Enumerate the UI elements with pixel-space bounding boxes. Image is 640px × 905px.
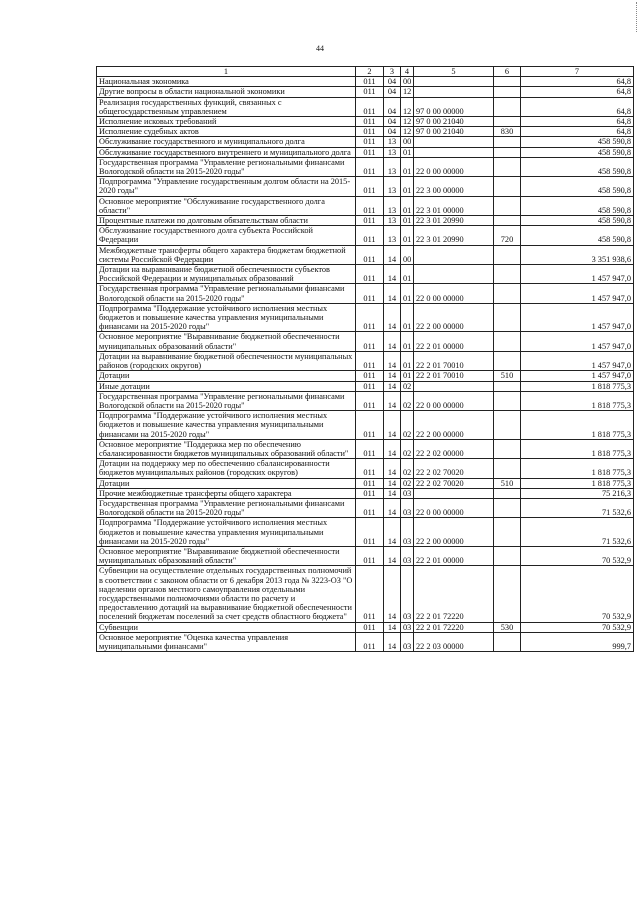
row-subsection: 01: [401, 177, 414, 196]
row-target-article: 22 0 00 00000: [414, 391, 494, 410]
row-expense-type: 510: [494, 478, 521, 488]
table-row: [97, 478, 634, 488]
row-admin-code: 011: [356, 97, 384, 116]
row-admin-code: 011: [356, 371, 384, 381]
table-row: [97, 391, 634, 410]
row-subsection: 01: [401, 226, 414, 245]
row-amount: 1 457 947,0: [521, 265, 634, 284]
table-row: [97, 157, 634, 176]
row-name: Основное мероприятие "Оценка качества управления муниципальными финансами": [97, 632, 356, 651]
row-name: Государственная программа "Управление региональными финансами Вологодской области на 2015-2020 годы": [97, 391, 356, 410]
row-subsection: 00: [401, 245, 414, 264]
row-admin-code: 011: [356, 459, 384, 478]
row-section: 13: [384, 147, 401, 157]
row-amount: 458 590,8: [521, 216, 634, 226]
row-expense-type: [494, 498, 521, 517]
row-subsection: 01: [401, 265, 414, 284]
row-section: 14: [384, 381, 401, 391]
row-expense-type: [494, 245, 521, 264]
row-target-article: 22 2 02 70020: [414, 459, 494, 478]
row-subsection: 00: [401, 77, 414, 87]
row-section: 14: [384, 265, 401, 284]
row-target-article: 22 3 01 20990: [414, 226, 494, 245]
table-row: [97, 488, 634, 498]
table-row: [97, 632, 634, 651]
table-row: [97, 147, 634, 157]
table-row: [97, 566, 634, 622]
row-target-article: [414, 137, 494, 147]
table-row: [97, 381, 634, 391]
row-expense-type: 510: [494, 371, 521, 381]
row-admin-code: 011: [356, 411, 384, 440]
row-target-article: 22 0 00 00000: [414, 157, 494, 176]
table-row: [97, 216, 634, 226]
row-name: Прочие межбюджетные трансферты общего характера: [97, 488, 356, 498]
row-name: Подпрограмма "Управление государственным долгом области на 2015-2020 годы": [97, 177, 356, 196]
row-admin-code: 011: [356, 381, 384, 391]
row-expense-type: [494, 196, 521, 215]
row-name: Другие вопросы в области национальной экономики: [97, 87, 356, 97]
row-subsection: 12: [401, 127, 414, 137]
table-row: [97, 77, 634, 87]
row-expense-type: [494, 439, 521, 458]
row-admin-code: 011: [356, 332, 384, 351]
row-amount: 458 590,8: [521, 147, 634, 157]
row-admin-code: 011: [356, 245, 384, 264]
row-name: Подпрограмма "Поддержание устойчивого исполнения местных бюджетов и повышение качества управления муниципальными финансами на 2015-2020 годы": [97, 518, 356, 547]
row-expense-type: 530: [494, 622, 521, 632]
row-admin-code: 011: [356, 157, 384, 176]
row-name: Субвенции на осуществление отдельных государственных полномочий в соответствии с законом области от 6 декабря 2013 года № 3223-ОЗ "О наделении органов местного самоуправления отдельными государственными полномочиями области по расчету и предоставлению дотаций на выравнивание бюджетной обеспеченности поселений бюджетам поселений за счет средств областного бюджета": [97, 566, 356, 622]
row-subsection: 01: [401, 147, 414, 157]
row-subsection: 01: [401, 216, 414, 226]
row-name: Основное мероприятие "Выравнивание бюджетной обеспеченности муниципальных образований области": [97, 332, 356, 351]
row-expense-type: [494, 381, 521, 391]
row-target-article: 22 3 01 20990: [414, 216, 494, 226]
row-target-article: 22 2 00 00000: [414, 518, 494, 547]
table-row: [97, 546, 634, 565]
row-section: 04: [384, 87, 401, 97]
row-admin-code: 011: [356, 632, 384, 651]
row-name: Субвенции: [97, 622, 356, 632]
row-amount: 1 818 775,3: [521, 411, 634, 440]
header-col-1: 1: [97, 67, 356, 77]
row-admin-code: 011: [356, 196, 384, 215]
row-admin-code: 011: [356, 265, 384, 284]
row-subsection: 02: [401, 439, 414, 458]
table-row: [97, 303, 634, 332]
row-admin-code: 011: [356, 478, 384, 488]
row-admin-code: 011: [356, 117, 384, 127]
row-amount: 64,8: [521, 117, 634, 127]
table-row: [97, 137, 634, 147]
row-expense-type: [494, 87, 521, 97]
row-amount: 458 590,8: [521, 157, 634, 176]
row-expense-type: [494, 546, 521, 565]
row-amount: 1 457 947,0: [521, 303, 634, 332]
row-admin-code: 011: [356, 391, 384, 410]
table-row: [97, 351, 634, 370]
row-name: Реализация государственных функций, связанных с общегосударственным управлением: [97, 97, 356, 116]
row-name: Дотации на выравнивание бюджетной обеспеченности муниципальных районов (городских округов): [97, 351, 356, 370]
row-name: Основное мероприятие "Поддержка мер по обеспечению сбалансированности бюджетов муниципальных образований области": [97, 439, 356, 458]
row-name: Государственная программа "Управление региональными финансами Вологодской области на 2015-2020 годы": [97, 498, 356, 517]
row-expense-type: [494, 632, 521, 651]
table-body: [97, 77, 634, 652]
row-subsection: 03: [401, 566, 414, 622]
row-target-article: 22 2 00 00000: [414, 303, 494, 332]
row-section: 14: [384, 632, 401, 651]
row-amount: 1 818 775,3: [521, 478, 634, 488]
row-subsection: 03: [401, 498, 414, 517]
row-section: 13: [384, 137, 401, 147]
row-section: 14: [384, 478, 401, 488]
row-amount: 75 216,3: [521, 488, 634, 498]
row-amount: 1 818 775,3: [521, 459, 634, 478]
row-admin-code: 011: [356, 566, 384, 622]
row-expense-type: [494, 147, 521, 157]
row-subsection: 03: [401, 546, 414, 565]
row-subsection: 01: [401, 303, 414, 332]
row-amount: 1 457 947,0: [521, 371, 634, 381]
row-expense-type: 720: [494, 226, 521, 245]
row-expense-type: [494, 177, 521, 196]
row-section: 14: [384, 459, 401, 478]
row-name: Дотации на выравнивание бюджетной обеспеченности субъектов Российской Федерации и муниципальных образований: [97, 265, 356, 284]
row-target-article: [414, 77, 494, 87]
row-subsection: 03: [401, 632, 414, 651]
row-section: 14: [384, 371, 401, 381]
row-target-article: [414, 488, 494, 498]
row-name: Исполнение исковых требований: [97, 117, 356, 127]
row-admin-code: 011: [356, 137, 384, 147]
row-target-article: 22 0 00 00000: [414, 284, 494, 303]
row-name: Обслуживание государственного и муниципального долга: [97, 137, 356, 147]
row-amount: 64,8: [521, 77, 634, 87]
row-section: 14: [384, 622, 401, 632]
row-admin-code: 011: [356, 622, 384, 632]
row-subsection: 12: [401, 97, 414, 116]
row-target-article: 97 0 00 21040: [414, 127, 494, 137]
row-name: Основное мероприятие "Выравнивание бюджетной обеспеченности муниципальных образований области": [97, 546, 356, 565]
row-subsection: 01: [401, 371, 414, 381]
table-row: [97, 117, 634, 127]
row-subsection: 03: [401, 518, 414, 547]
row-name: Процентные платежи по долговым обязательствам области: [97, 216, 356, 226]
row-section: 13: [384, 157, 401, 176]
row-admin-code: 011: [356, 87, 384, 97]
table-row: [97, 284, 634, 303]
row-subsection: 01: [401, 196, 414, 215]
row-admin-code: 011: [356, 439, 384, 458]
row-target-article: 22 3 00 00000: [414, 177, 494, 196]
row-name: Дотации: [97, 371, 356, 381]
row-admin-code: 011: [356, 77, 384, 87]
row-expense-type: [494, 303, 521, 332]
row-amount: 70 532,9: [521, 546, 634, 565]
row-name: Национальная экономика: [97, 77, 356, 87]
row-amount: 458 590,8: [521, 177, 634, 196]
row-admin-code: 011: [356, 284, 384, 303]
row-target-article: [414, 245, 494, 264]
row-amount: 458 590,8: [521, 226, 634, 245]
row-section: 14: [384, 245, 401, 264]
row-subsection: 12: [401, 117, 414, 127]
row-expense-type: [494, 216, 521, 226]
row-section: 14: [384, 566, 401, 622]
row-expense-type: [494, 77, 521, 87]
row-section: 14: [384, 498, 401, 517]
table-row: [97, 459, 634, 478]
row-amount: 71 532,6: [521, 498, 634, 517]
row-expense-type: [494, 488, 521, 498]
row-section: 14: [384, 518, 401, 547]
row-amount: 458 590,8: [521, 137, 634, 147]
row-name: Государственная программа "Управление региональными финансами Вологодской области на 2015-2020 годы": [97, 157, 356, 176]
table-row: [97, 332, 634, 351]
row-target-article: 22 2 01 00000: [414, 546, 494, 565]
row-target-article: 22 2 01 70010: [414, 371, 494, 381]
row-section: 04: [384, 97, 401, 116]
row-target-article: [414, 147, 494, 157]
row-subsection: 02: [401, 411, 414, 440]
row-amount: 71 532,6: [521, 518, 634, 547]
row-target-article: 22 2 02 70020: [414, 478, 494, 488]
row-subsection: 02: [401, 459, 414, 478]
row-name: Основное мероприятие "Обслуживание государственного долга области": [97, 196, 356, 215]
row-amount: 64,8: [521, 87, 634, 97]
row-target-article: 97 0 00 00000: [414, 97, 494, 116]
row-amount: 64,8: [521, 97, 634, 116]
row-amount: 64,8: [521, 127, 634, 137]
row-section: 13: [384, 226, 401, 245]
row-target-article: [414, 381, 494, 391]
table-row: [97, 97, 634, 116]
row-admin-code: 011: [356, 303, 384, 332]
row-expense-type: [494, 459, 521, 478]
table-row: [97, 411, 634, 440]
row-section: 14: [384, 284, 401, 303]
row-name: Межбюджетные трансферты общего характера бюджетам бюджетной системы Российской Федерации: [97, 245, 356, 264]
row-target-article: 22 2 01 70010: [414, 351, 494, 370]
row-expense-type: [494, 411, 521, 440]
row-target-article: 22 2 03 00000: [414, 632, 494, 651]
header-col-4: 4: [401, 67, 414, 77]
table-row: [97, 439, 634, 458]
table-header-row: [97, 67, 634, 77]
table-row: [97, 87, 634, 97]
row-admin-code: 011: [356, 518, 384, 547]
row-target-article: 22 2 01 72220: [414, 566, 494, 622]
table-row: [97, 127, 634, 137]
row-amount: 1 457 947,0: [521, 351, 634, 370]
page-number: 44: [316, 44, 324, 53]
row-target-article: [414, 87, 494, 97]
row-subsection: 01: [401, 157, 414, 176]
row-expense-type: [494, 97, 521, 116]
row-section: 14: [384, 332, 401, 351]
table-row: [97, 622, 634, 632]
row-expense-type: [494, 265, 521, 284]
row-amount: 1 818 775,3: [521, 391, 634, 410]
row-target-article: 97 0 00 21040: [414, 117, 494, 127]
row-section: 14: [384, 411, 401, 440]
budget-table: [96, 66, 634, 652]
row-subsection: 01: [401, 351, 414, 370]
row-section: 14: [384, 488, 401, 498]
table-row: [97, 265, 634, 284]
row-target-article: 22 0 00 00000: [414, 498, 494, 517]
row-section: 13: [384, 177, 401, 196]
header-col-2: 2: [356, 67, 384, 77]
row-amount: 999,7: [521, 632, 634, 651]
row-section: 04: [384, 117, 401, 127]
row-amount: 70 532,9: [521, 622, 634, 632]
row-name: Дотации на поддержку мер по обеспечению сбалансированности бюджетов муниципальных районов (городских округов): [97, 459, 356, 478]
row-section: 04: [384, 127, 401, 137]
row-expense-type: [494, 332, 521, 351]
row-admin-code: 011: [356, 226, 384, 245]
row-section: 14: [384, 391, 401, 410]
row-target-article: 22 2 01 72220: [414, 622, 494, 632]
row-target-article: [414, 265, 494, 284]
row-target-article: 22 3 01 00000: [414, 196, 494, 215]
row-section: 14: [384, 303, 401, 332]
row-amount: 1 818 775,3: [521, 381, 634, 391]
row-name: Обслуживание государственного долга субъекта Российской Федерации: [97, 226, 356, 245]
row-amount: 1 818 775,3: [521, 439, 634, 458]
row-subsection: 00: [401, 137, 414, 147]
row-section: 13: [384, 196, 401, 215]
row-target-article: 22 2 02 00000: [414, 439, 494, 458]
header-col-3: 3: [384, 67, 401, 77]
row-name: Государственная программа "Управление региональными финансами Вологодской области на 2015-2020 годы": [97, 284, 356, 303]
row-admin-code: 011: [356, 546, 384, 565]
row-subsection: 03: [401, 488, 414, 498]
row-amount: 1 457 947,0: [521, 332, 634, 351]
row-subsection: 03: [401, 622, 414, 632]
row-name: Иные дотации: [97, 381, 356, 391]
row-subsection: 01: [401, 284, 414, 303]
header-col-5: 5: [414, 67, 494, 77]
row-name: Подпрограмма "Поддержание устойчивого исполнения местных бюджетов и повышение качества управления муниципальными финансами на 2015-2020 годы": [97, 411, 356, 440]
table-row: [97, 196, 634, 215]
row-target-article: 22 2 00 00000: [414, 411, 494, 440]
header-col-6: 6: [494, 67, 521, 77]
row-expense-type: [494, 284, 521, 303]
row-admin-code: 011: [356, 177, 384, 196]
row-name: Исполнение судебных актов: [97, 127, 356, 137]
row-admin-code: 011: [356, 351, 384, 370]
row-name: Подпрограмма "Поддержание устойчивого исполнения местных бюджетов и повышение качества управления муниципальными финансами на 2015-2020 годы": [97, 303, 356, 332]
row-expense-type: [494, 137, 521, 147]
row-amount: 3 351 938,6: [521, 245, 634, 264]
row-amount: 458 590,8: [521, 196, 634, 215]
row-expense-type: 830: [494, 127, 521, 137]
row-admin-code: 011: [356, 216, 384, 226]
row-expense-type: [494, 566, 521, 622]
row-section: 14: [384, 351, 401, 370]
row-target-article: 22 2 01 00000: [414, 332, 494, 351]
table-row: [97, 371, 634, 381]
row-section: 04: [384, 77, 401, 87]
row-section: 13: [384, 216, 401, 226]
table-row: [97, 518, 634, 547]
table-row: [97, 498, 634, 517]
row-name: Обслуживание государственного внутреннего и муниципального долга: [97, 147, 356, 157]
row-section: 14: [384, 439, 401, 458]
header-col-7: 7: [521, 67, 634, 77]
row-subsection: 12: [401, 87, 414, 97]
row-subsection: 02: [401, 478, 414, 488]
row-expense-type: [494, 518, 521, 547]
row-expense-type: [494, 157, 521, 176]
row-expense-type: [494, 351, 521, 370]
row-amount: 1 457 947,0: [521, 284, 634, 303]
row-admin-code: 011: [356, 147, 384, 157]
row-subsection: 01: [401, 332, 414, 351]
row-amount: 70 532,9: [521, 566, 634, 622]
row-subsection: 02: [401, 381, 414, 391]
table-row: [97, 177, 634, 196]
row-subsection: 02: [401, 391, 414, 410]
row-section: 14: [384, 546, 401, 565]
row-expense-type: [494, 117, 521, 127]
row-name: Дотации: [97, 478, 356, 488]
row-admin-code: 011: [356, 488, 384, 498]
table-row: [97, 226, 634, 245]
row-admin-code: 011: [356, 498, 384, 517]
scan-edge-mark: [632, 2, 637, 32]
row-admin-code: 011: [356, 127, 384, 137]
row-expense-type: [494, 391, 521, 410]
table-row: [97, 245, 634, 264]
